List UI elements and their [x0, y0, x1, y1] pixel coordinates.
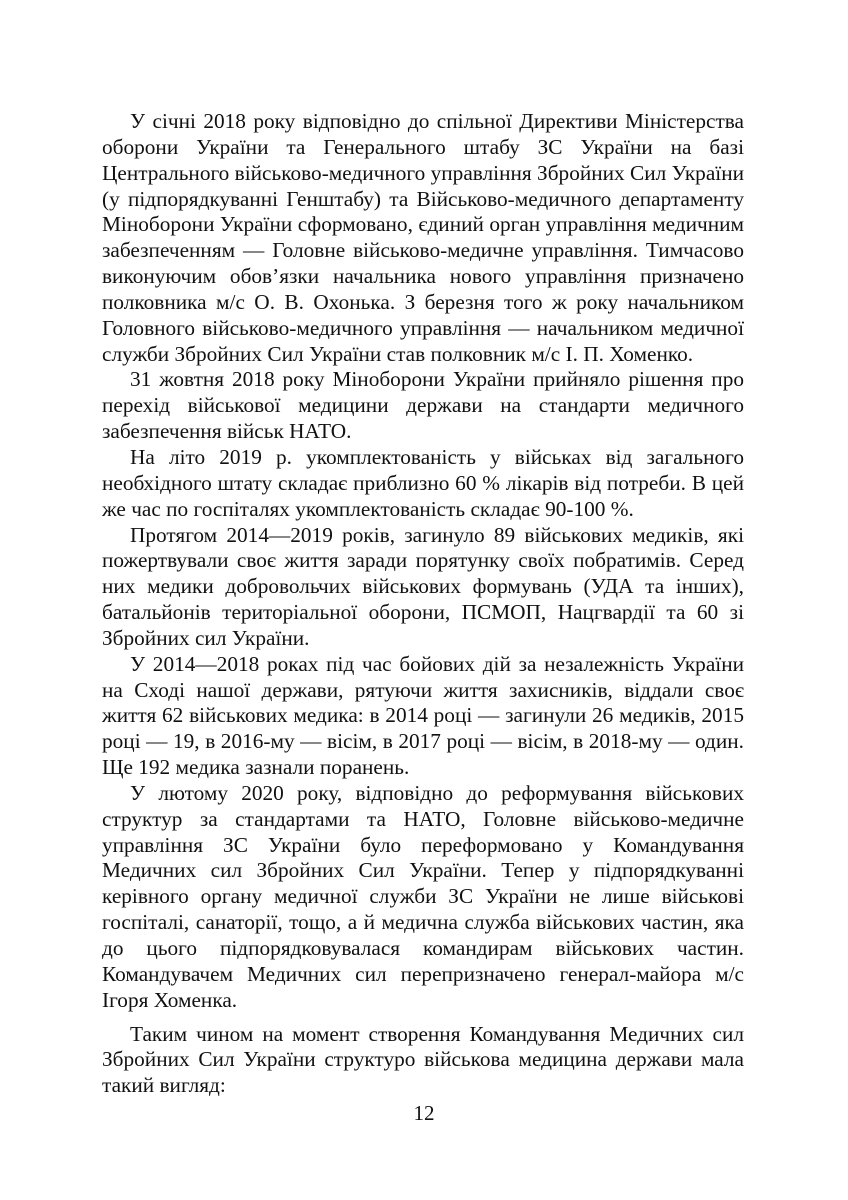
paragraph: На літо 2019 р. укомплектованість у військах від загального необхідного штату складає приблизно 60 % лікарів від потреби. В цей же час по госпіталях укомплектованість складає 90-100 %.	[102, 444, 744, 521]
paragraph: У лютому 2020 року, відповідно до реформування військових структур за стандартами та НАТО, Головне військово-медичне управління ЗС України було переформовано у Командування Медичних сил Збройних Сил України. Тепер у підпорядкуванні керівного органу медичної служби ЗС України не лише військові госпіталі, санаторії, тощо, а й медична служба військових частин, яка до цього підпорядковувалася командирам військових частин. Командувачем Медичних сил перепризначено генерал-майора м/с Ігоря Хоменка.	[102, 780, 744, 1012]
paragraph: 31 жовтня 2018 року Міноборони України прийняло рішення про перехід військової медицини держави на стандарти медичного забезпечення військ НАТО.	[102, 367, 744, 444]
paragraph: У 2014—2018 роках під час бойових дій за незалежність України на Сході нашої держави, рятуючи життя захисників, віддали своє життя 62 військових медика: в 2014 році — загинули 26 медиків, 2015 році — 19, в 2016-му — вісім, в 2017 році — вісім, в 2018-му — один. Ще 192 медика зазнали поранень.	[102, 651, 744, 780]
paragraph: Таким чином на момент створення Командування Медичних сил Збройних Сил України структуро військова медицина держави мала такий вигляд:	[102, 1021, 744, 1098]
page-number: 12	[413, 1101, 435, 1125]
paragraph: Протягом 2014—2019 років, загинуло 89 військових медиків, які пожертвували своє життя заради порятунку своїх побратимів. Серед них медики добровольчих військових формувань (УДА та інших), батальйонів територіальної оборони, ПСМОП, Нацгвардії та 60 зі Збройних сил України.	[102, 522, 744, 650]
body-text	[102, 109, 744, 1099]
paragraph: У січні 2018 року відповідно до спільної Директиви Міністерства оборони України та Генерального штабу ЗС України на базі Центрального військово-медичного управління Збройних Сил України (у підпорядкуванні Генштабу) та Військово-медичного департаменту Міноборони України сформовано, єдиний орган управління медичним забезпеченням — Головне військово-медичне управління. Тимчасово виконуючим обов’язки начальника нового управління призначено полковника м/с О. В. Охонька. З березня того ж року начальником Головного військово-медичного управління — начальником медичної служби Збройних Сил України став полковник м/с І. П. Хоменко.	[102, 109, 744, 366]
